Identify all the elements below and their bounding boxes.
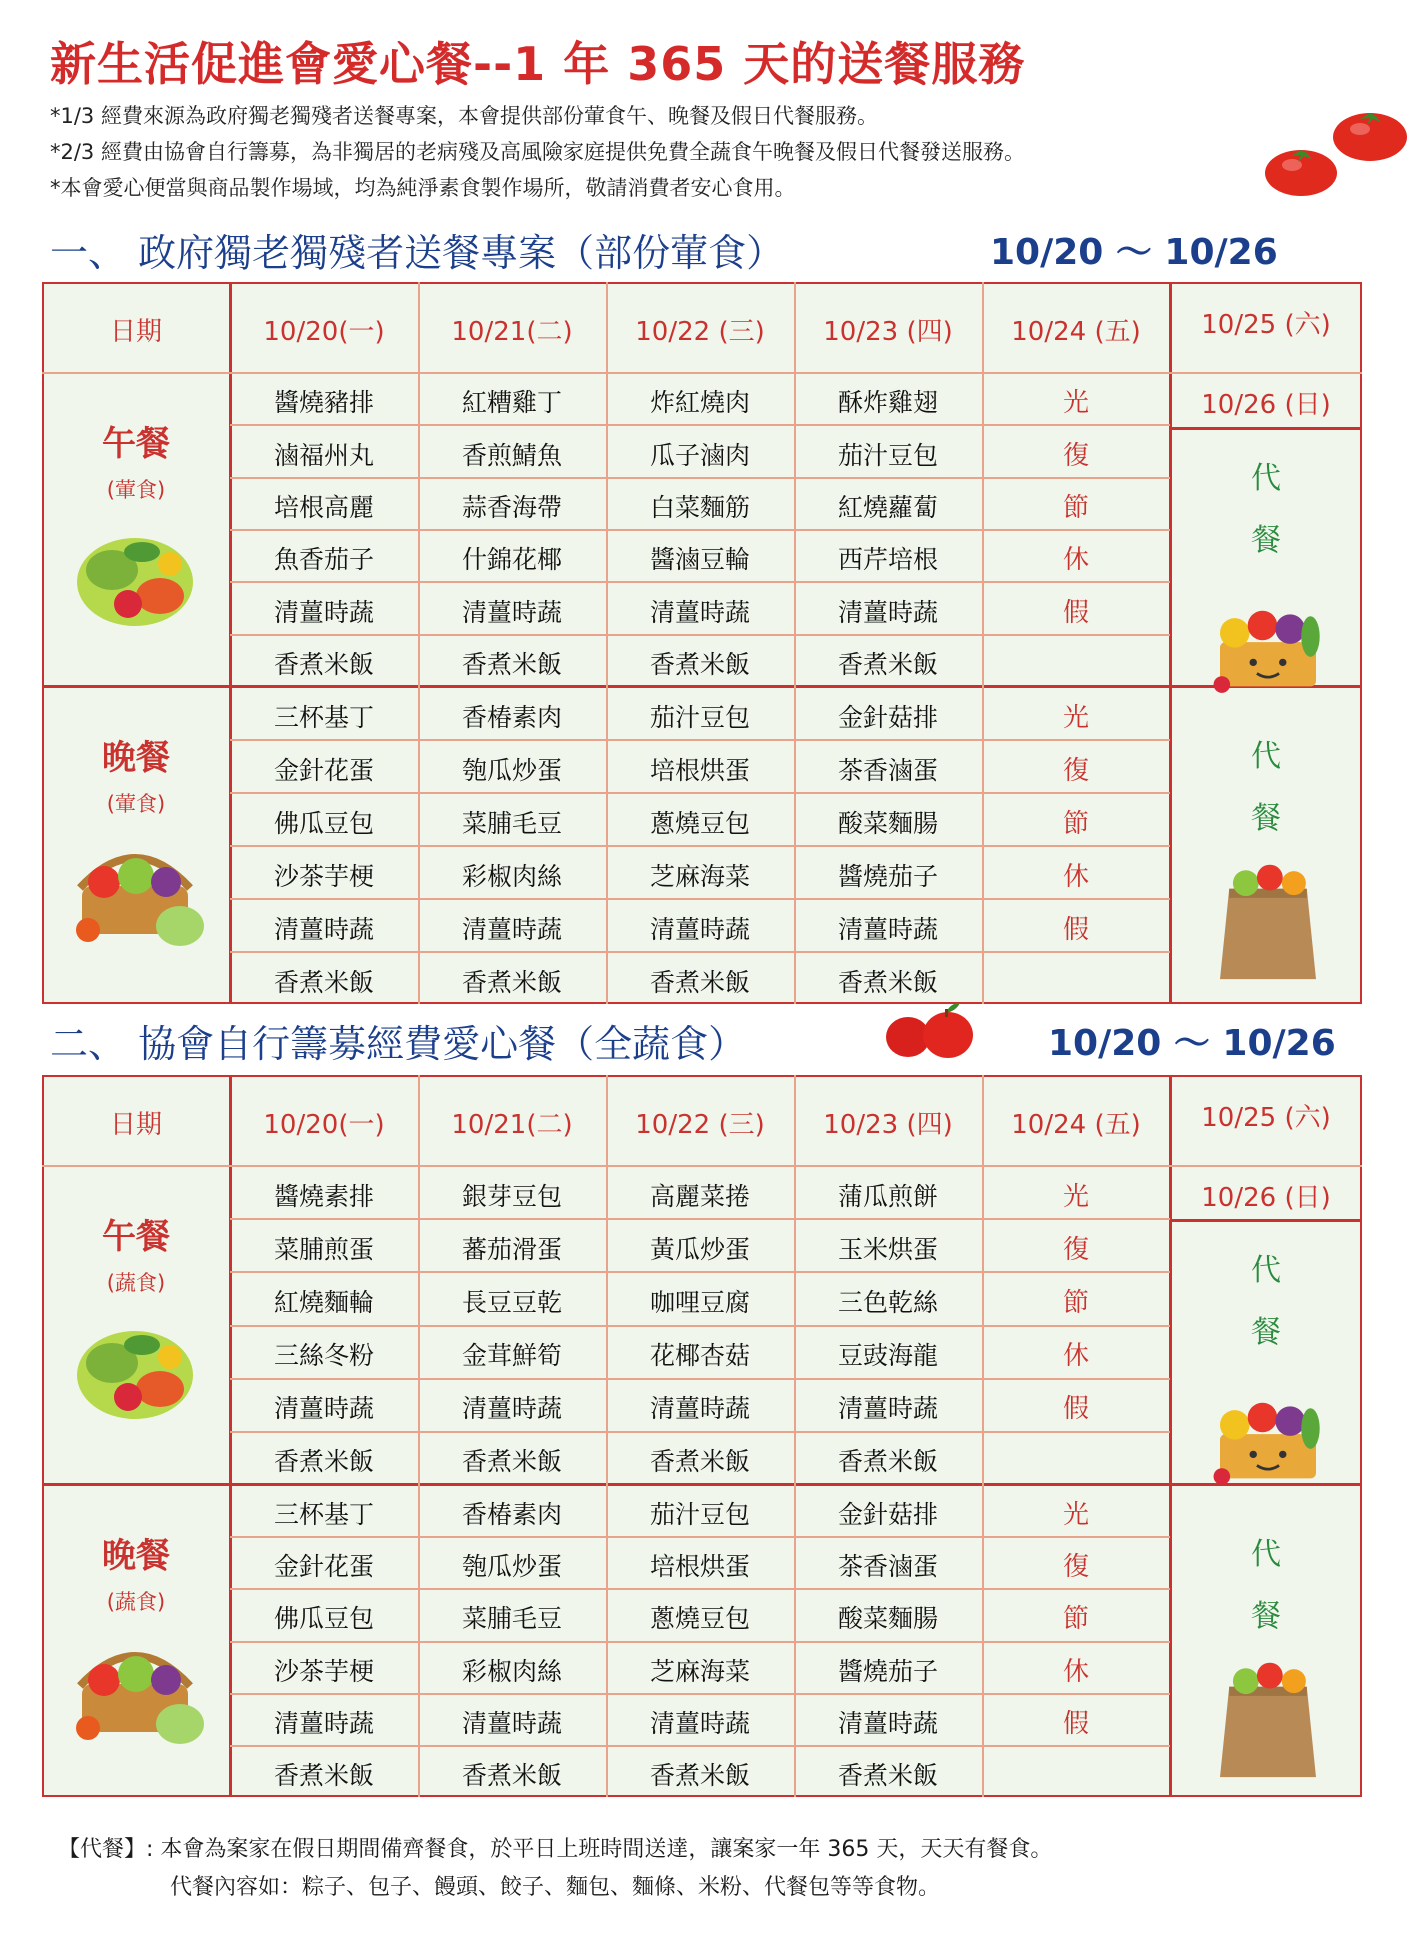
menu-item: 香煮米飯 xyxy=(837,967,938,997)
menu-item: 匏瓜炒蛋 xyxy=(461,755,562,785)
substitute-char: 餐 xyxy=(1251,523,1281,558)
menu-item: 清薑時蔬 xyxy=(273,597,374,627)
menu-item: 清薑時蔬 xyxy=(837,1394,938,1424)
menu-item: 茄汁豆包 xyxy=(649,1500,750,1530)
menu-item: 培根烘蛋 xyxy=(649,755,750,785)
menu-item: 清薑時蔬 xyxy=(273,1394,374,1424)
grid-line xyxy=(1170,1165,1362,1167)
section-title: 二、 協會自行籌募經費愛心餐（全蔬食） xyxy=(50,1022,747,1066)
meal-label: 午餐 xyxy=(102,1217,170,1257)
produce-crate-icon xyxy=(1198,583,1338,703)
grid-line xyxy=(1170,372,1362,374)
menu-item: 佛瓜豆包 xyxy=(273,808,374,838)
day-header: 10/22 (三) xyxy=(635,317,765,347)
grid-line xyxy=(230,477,1170,479)
grocery-bag-icon xyxy=(1198,1659,1338,1779)
substitute-char: 餐 xyxy=(1251,1599,1281,1634)
menu-item: 咖哩豆腐 xyxy=(649,1287,750,1317)
holiday-marker: 光 xyxy=(1062,1181,1089,1212)
holiday-marker: 復 xyxy=(1062,1234,1089,1265)
substitute-meal-label xyxy=(1170,726,1362,850)
tomato-icon xyxy=(1330,102,1410,164)
menu-item: 白菜麵筋 xyxy=(649,492,750,522)
menu-item: 清薑時蔬 xyxy=(649,1708,750,1738)
menu-item: 滷福州丸 xyxy=(273,440,374,470)
menu-item: 香煮米飯 xyxy=(461,1760,562,1790)
note-line: *2/3 經費由協會自行籌募，為非獨居的老病殘及高風險家庭提供免費全蔬食午晚餐及假日代餐發送服務。 xyxy=(50,140,1025,164)
menu-item: 培根高麗 xyxy=(273,492,374,522)
menu-item: 黃瓜炒蛋 xyxy=(649,1234,750,1264)
grocery-bag-icon xyxy=(1198,861,1338,981)
holiday-marker: 休 xyxy=(1062,861,1089,892)
meal-type-label: (葷食) xyxy=(106,478,166,502)
footer-note: 【代餐】: 本會為案家在假日期間備齊餐食，於平日上班時間送達，讓案家一年 365 天，天天有餐食。 xyxy=(58,1837,1053,1862)
menu-item: 酸菜麵腸 xyxy=(837,808,938,838)
substitute-char: 代 xyxy=(1251,739,1281,774)
date-header: 日期 xyxy=(109,1110,162,1140)
menu-item: 醬燒素排 xyxy=(273,1181,374,1211)
menu-item: 佛瓜豆包 xyxy=(273,1604,374,1634)
table-divider xyxy=(42,685,1362,688)
menu-item: 紅燒蘿蔔 xyxy=(837,492,938,522)
menu-item: 香椿素肉 xyxy=(461,702,562,732)
day-header: 10/21(二) xyxy=(451,1110,573,1140)
menu-item: 西芹培根 xyxy=(837,545,938,575)
menu-item: 清薑時蔬 xyxy=(837,914,938,944)
menu-item: 豆豉海龍 xyxy=(837,1341,938,1371)
substitute-meal-label xyxy=(1170,1524,1362,1648)
grid-line xyxy=(230,1536,1170,1538)
menu-item: 長豆豆乾 xyxy=(461,1287,562,1317)
holiday-marker: 光 xyxy=(1062,702,1089,733)
holiday-marker: 休 xyxy=(1062,1341,1089,1372)
holiday-marker: 假 xyxy=(1062,597,1089,628)
menu-item: 茄汁豆包 xyxy=(649,702,750,732)
menu-item: 香煮米飯 xyxy=(649,967,750,997)
menu-item: 醬燒茄子 xyxy=(837,1656,938,1686)
menu-item: 玉米烘蛋 xyxy=(837,1234,938,1264)
menu-item: 香煎鯖魚 xyxy=(461,440,562,470)
substitute-char: 餐 xyxy=(1251,801,1281,836)
page-title: 新生活促進會愛心餐--1 年 365 天的送餐服務 xyxy=(50,37,1026,91)
grid-line xyxy=(230,1325,1170,1327)
weekend-header: 10/25 (六) xyxy=(1201,310,1331,340)
menu-item: 金針菇排 xyxy=(837,702,938,732)
menu-item: 醬燒茄子 xyxy=(837,861,938,891)
menu-item: 醬滷豆輪 xyxy=(649,545,750,575)
vegetable-basket-icon xyxy=(60,826,210,956)
grid-line xyxy=(42,1165,1170,1167)
table-divider xyxy=(1170,427,1362,430)
menu-item: 香煮米飯 xyxy=(837,649,938,679)
holiday-marker: 復 xyxy=(1062,440,1089,471)
grid-line xyxy=(230,792,1170,794)
date-header: 日期 xyxy=(109,317,162,347)
grid-line xyxy=(42,372,1170,374)
menu-item: 清薑時蔬 xyxy=(273,914,374,944)
grid-line xyxy=(230,424,1170,426)
menu-item: 銀芽豆包 xyxy=(461,1181,562,1211)
table-divider xyxy=(42,1483,1362,1486)
menu-item: 培根烘蛋 xyxy=(649,1552,750,1582)
holiday-marker: 節 xyxy=(1062,808,1089,839)
menu-item: 沙茶芋梗 xyxy=(273,1656,374,1686)
holiday-marker: 假 xyxy=(1062,1708,1089,1739)
substitute-char: 代 xyxy=(1251,461,1281,496)
menu-item: 清薑時蔬 xyxy=(649,597,750,627)
grid-line xyxy=(230,529,1170,531)
menu-item: 瓜子滷肉 xyxy=(649,440,750,470)
grid-line xyxy=(230,1431,1170,1433)
section-title: 一、 政府獨老獨殘者送餐專案（部份葷食） xyxy=(50,231,785,275)
meal-label: 晚餐 xyxy=(102,738,170,778)
menu-item: 清薑時蔬 xyxy=(273,1708,374,1738)
menu-item: 香煮米飯 xyxy=(273,649,374,679)
menu-item: 清薑時蔬 xyxy=(649,914,750,944)
menu-item: 酸菜麵腸 xyxy=(837,1604,938,1634)
meal-type-label: (蔬食) xyxy=(106,1271,166,1295)
menu-item: 金針花蛋 xyxy=(273,755,374,785)
grid-line xyxy=(230,1271,1170,1273)
menu-item: 蔥燒豆包 xyxy=(649,1604,750,1634)
menu-item: 金針菇排 xyxy=(837,1500,938,1530)
day-header: 10/24 (五) xyxy=(1011,317,1141,347)
menu-item: 香煮米飯 xyxy=(273,1760,374,1790)
holiday-marker: 節 xyxy=(1062,1604,1089,1635)
meal-type-label: (蔬食) xyxy=(106,1590,166,1614)
grid-line xyxy=(230,581,1170,583)
holiday-marker: 復 xyxy=(1062,1552,1089,1583)
substitute-char: 餐 xyxy=(1251,1315,1281,1350)
menu-item: 三杯基丁 xyxy=(273,1500,374,1530)
menu-item: 彩椒肉絲 xyxy=(461,1656,562,1686)
day-header: 10/22 (三) xyxy=(635,1110,765,1140)
grid-line xyxy=(230,634,1170,636)
substitute-char: 代 xyxy=(1251,1537,1281,1572)
menu-item: 蔥燒豆包 xyxy=(649,808,750,838)
menu-item: 清薑時蔬 xyxy=(649,1394,750,1424)
grid-line xyxy=(230,1641,1170,1643)
grid-line xyxy=(230,1218,1170,1220)
section-date-range: 10/20 ～ 10/26 xyxy=(990,232,1278,273)
menu-item: 紅糟雞丁 xyxy=(461,388,562,418)
menu-item: 香煮米飯 xyxy=(649,649,750,679)
menu-item: 芝麻海菜 xyxy=(649,1656,750,1686)
tomato-icon xyxy=(1262,140,1340,198)
grid-line xyxy=(230,951,1170,953)
apple-icon xyxy=(880,1001,980,1061)
menu-item: 紅燒麵輪 xyxy=(273,1287,374,1317)
holiday-marker: 復 xyxy=(1062,755,1089,786)
menu-item: 蒜香海帶 xyxy=(461,492,562,522)
menu-item: 香煮米飯 xyxy=(273,967,374,997)
weekend-header: 10/26 (日) xyxy=(1201,1182,1331,1213)
menu-item: 茶香滷蛋 xyxy=(837,1552,938,1582)
day-header: 10/21(二) xyxy=(451,317,573,347)
menu-item: 香煮米飯 xyxy=(837,1447,938,1477)
substitute-char: 代 xyxy=(1251,1253,1281,1288)
note-line: *本會愛心便當與商品製作場域，均為純淨素食製作場所，敬請消費者安心食用。 xyxy=(50,176,796,200)
menu-item: 清薑時蔬 xyxy=(837,597,938,627)
menu-item: 匏瓜炒蛋 xyxy=(461,1552,562,1582)
menu-item: 清薑時蔬 xyxy=(837,1708,938,1738)
produce-crate-icon xyxy=(1198,1375,1338,1495)
menu-item: 香煮米飯 xyxy=(461,649,562,679)
holiday-marker: 節 xyxy=(1062,492,1089,523)
menu-item: 醬燒豬排 xyxy=(273,388,374,418)
menu-item: 魚香茄子 xyxy=(273,545,374,575)
grid-line xyxy=(230,1378,1170,1380)
meal-label: 午餐 xyxy=(102,424,170,464)
menu-item: 三絲冬粉 xyxy=(273,1341,374,1371)
menu-item: 香煮米飯 xyxy=(461,1447,562,1477)
menu-item: 蒲瓜煎餅 xyxy=(837,1181,938,1211)
menu-item: 菜脯毛豆 xyxy=(461,1604,562,1634)
day-header: 10/24 (五) xyxy=(1011,1110,1141,1140)
day-header: 10/23 (四) xyxy=(823,1110,953,1140)
menu-item: 香煮米飯 xyxy=(273,1447,374,1477)
grid-line xyxy=(230,739,1170,741)
note-line: *1/3 經費來源為政府獨老獨殘者送餐專案，本會提供部份葷食午、晚餐及假日代餐服務。 xyxy=(50,104,878,128)
menu-item: 香椿素肉 xyxy=(461,1500,562,1530)
day-header: 10/20(一) xyxy=(263,1110,385,1140)
holiday-marker: 假 xyxy=(1062,914,1089,945)
meal-type-label: (葷食) xyxy=(106,792,166,816)
grid-line xyxy=(230,1745,1170,1747)
menu-item: 香煮米飯 xyxy=(461,967,562,997)
menu-item: 三杯基丁 xyxy=(273,702,374,732)
menu-item: 花椰杏菇 xyxy=(649,1341,750,1371)
menu-item: 清薑時蔬 xyxy=(461,914,562,944)
menu-item: 金針花蛋 xyxy=(273,1552,374,1582)
menu-item: 酥炸雞翅 xyxy=(837,388,938,418)
menu-item: 什錦花椰 xyxy=(461,545,562,575)
vegetables-icon xyxy=(60,1305,210,1435)
menu-item: 茄汁豆包 xyxy=(837,440,938,470)
grid-line xyxy=(230,898,1170,900)
grid-line xyxy=(230,1693,1170,1695)
menu-item: 香煮米飯 xyxy=(649,1447,750,1477)
menu-item: 三色乾絲 xyxy=(837,1287,938,1317)
menu-item: 香煮米飯 xyxy=(837,1760,938,1790)
meal-label: 晚餐 xyxy=(102,1536,170,1576)
menu-item: 金茸鮮筍 xyxy=(461,1341,562,1371)
menu-item: 炸紅燒肉 xyxy=(649,388,750,418)
weekend-header: 10/26 (日) xyxy=(1201,390,1331,420)
menu-item: 清薑時蔬 xyxy=(461,597,562,627)
menu-item: 彩椒肉絲 xyxy=(461,861,562,891)
grid-line xyxy=(230,845,1170,847)
day-header: 10/20(一) xyxy=(263,317,385,347)
holiday-marker: 節 xyxy=(1062,1287,1089,1318)
holiday-marker: 光 xyxy=(1062,388,1089,419)
grid-line xyxy=(230,1588,1170,1590)
menu-item: 菜脯煎蛋 xyxy=(273,1234,374,1264)
menu-item: 香煮米飯 xyxy=(649,1760,750,1790)
vegetable-basket-icon xyxy=(60,1624,210,1754)
menu-item: 清薑時蔬 xyxy=(461,1394,562,1424)
menu-item: 芝麻海菜 xyxy=(649,861,750,891)
menu-item: 高麗菜捲 xyxy=(649,1181,750,1211)
holiday-marker: 休 xyxy=(1062,545,1089,576)
substitute-meal-label xyxy=(1170,1240,1362,1364)
menu-item: 清薑時蔬 xyxy=(461,1708,562,1738)
vegetables-icon xyxy=(60,512,210,642)
weekend-header: 10/25 (六) xyxy=(1201,1103,1331,1133)
substitute-meal-label xyxy=(1170,448,1362,572)
section-date-range: 10/20 ～ 10/26 xyxy=(1048,1023,1336,1064)
holiday-marker: 光 xyxy=(1062,1500,1089,1531)
menu-item: 菜脯毛豆 xyxy=(461,808,562,838)
menu-item: 茶香滷蛋 xyxy=(837,755,938,785)
footer-note: 代餐內容如：粽子、包子、饅頭、餃子、麵包、麵條、米粉、代餐包等等食物。 xyxy=(170,1875,941,1900)
menu-item: 蕃茄滑蛋 xyxy=(461,1234,562,1264)
holiday-marker: 假 xyxy=(1062,1394,1089,1425)
menu-item: 沙茶芋梗 xyxy=(273,861,374,891)
day-header: 10/23 (四) xyxy=(823,317,953,347)
holiday-marker: 休 xyxy=(1062,1656,1089,1687)
table-divider xyxy=(1170,1219,1362,1222)
